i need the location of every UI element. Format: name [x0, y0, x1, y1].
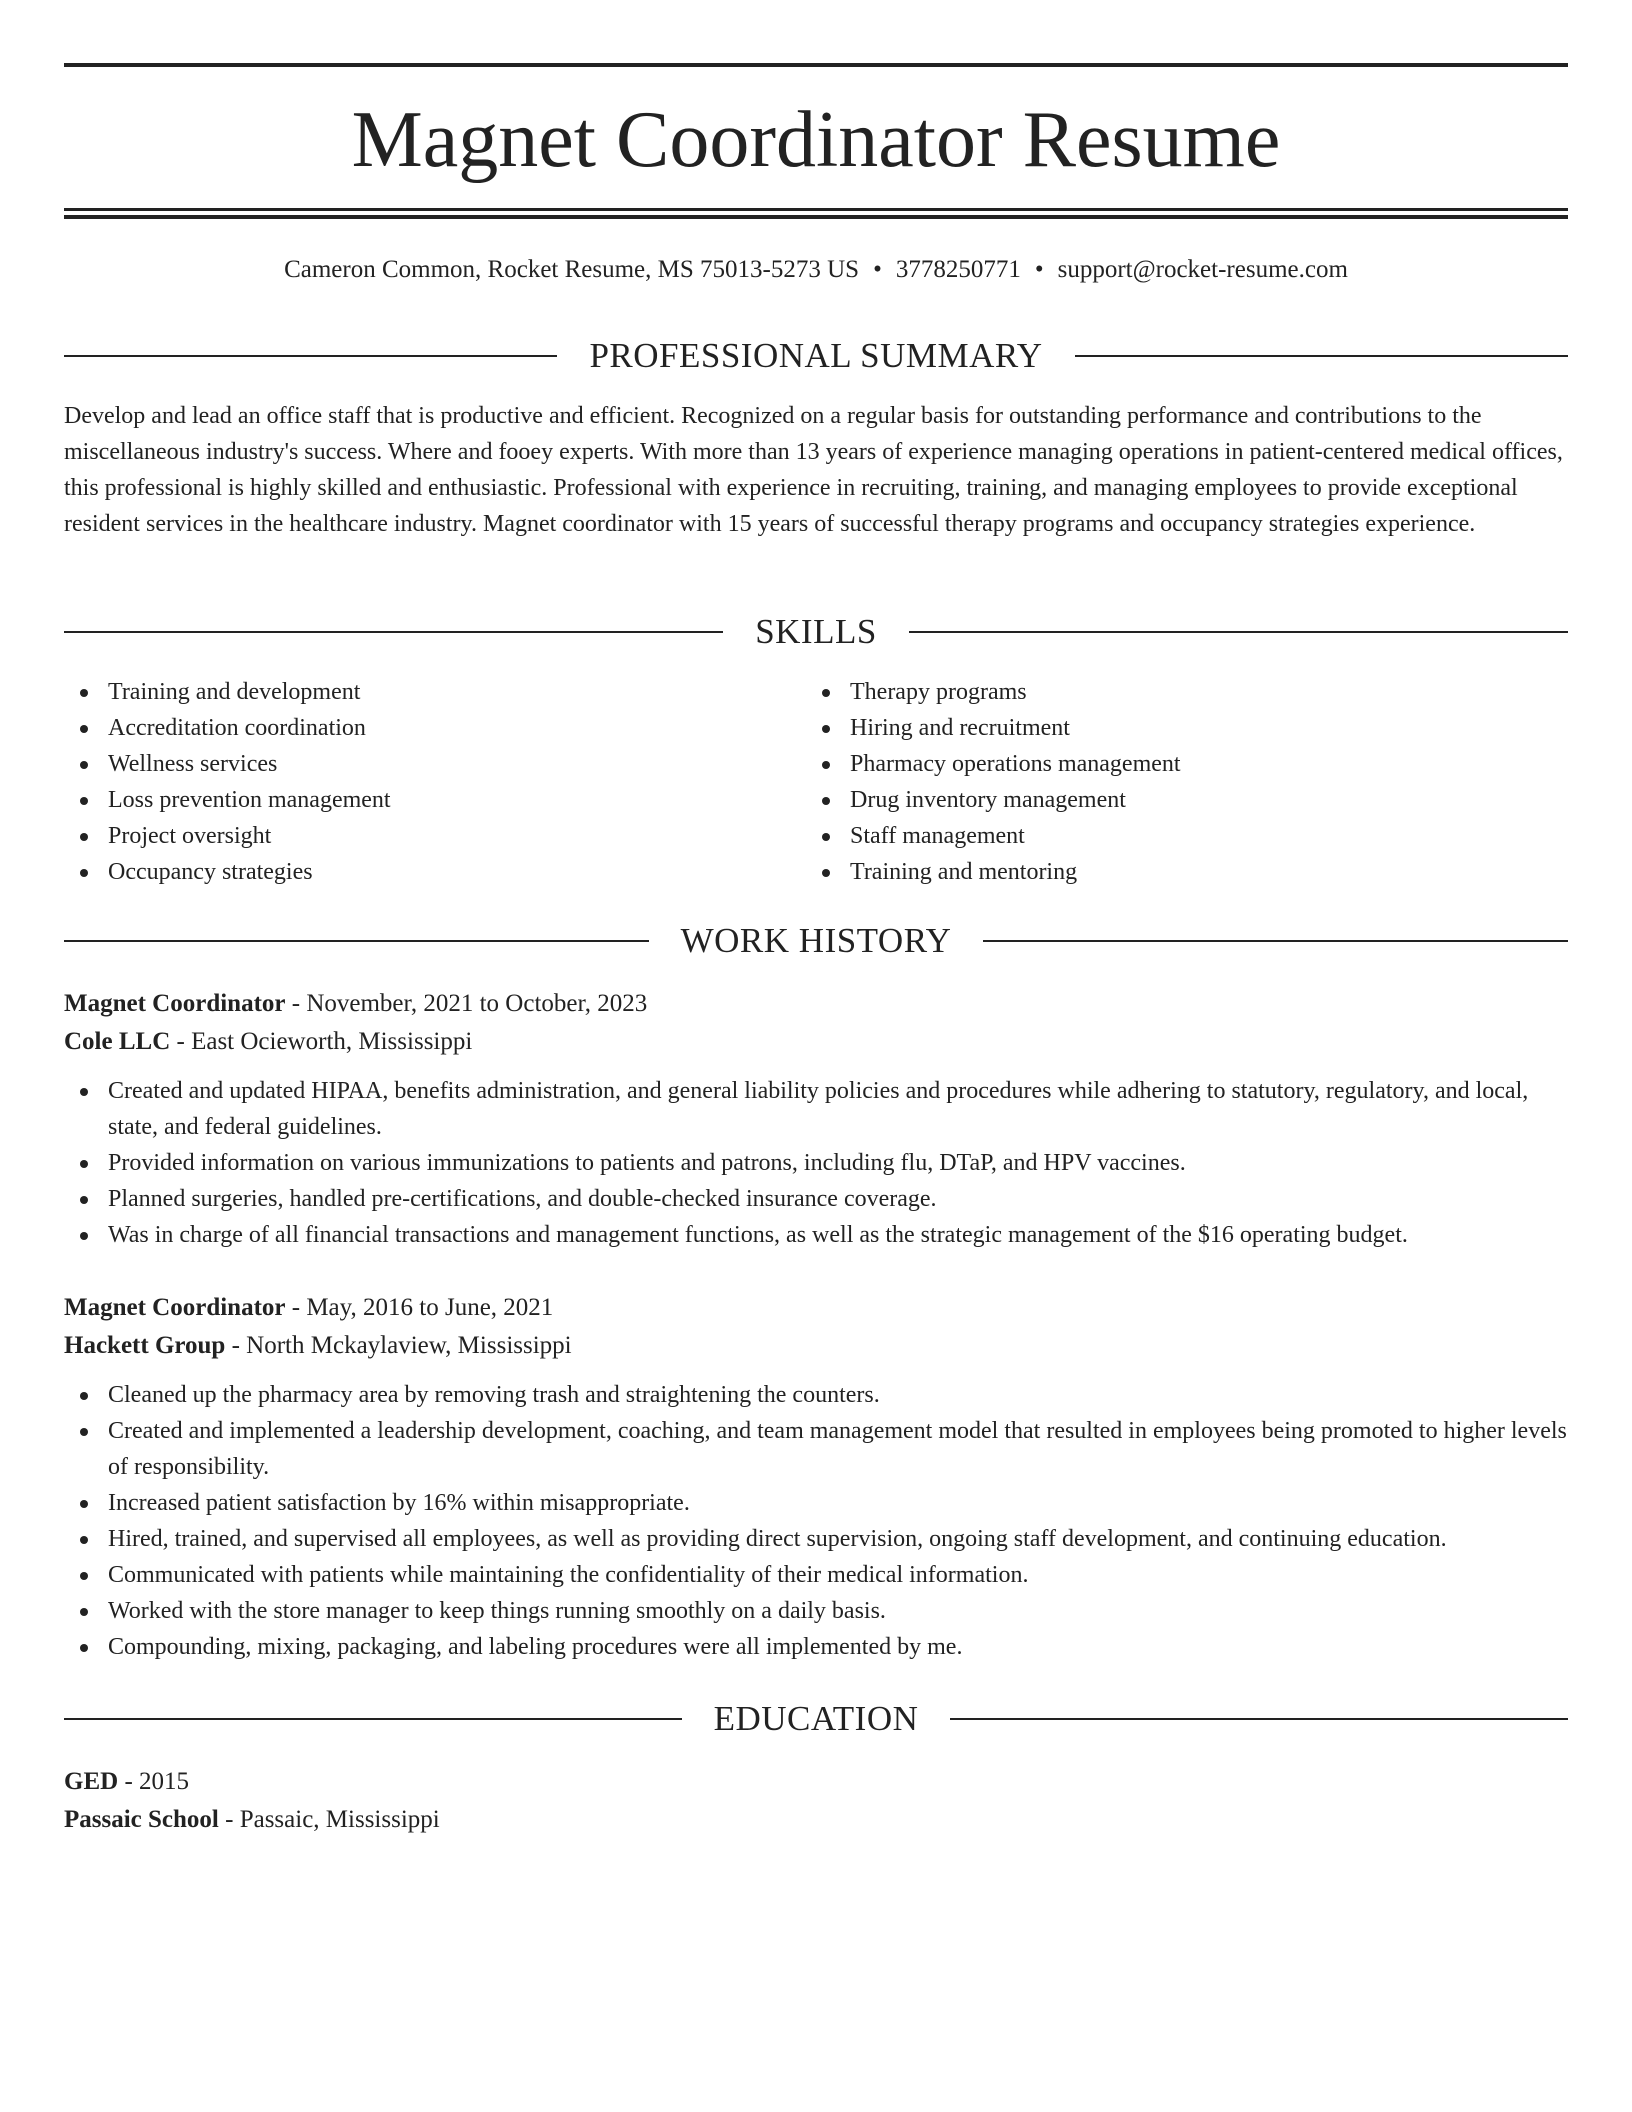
job-bullet: Communicated with patients while maintaining the confidentiality of their medical information. — [64, 1557, 1568, 1593]
job-dates: - November, 2021 to October, 2023 — [285, 990, 648, 1017]
skill-item: Drug inventory management — [806, 782, 1548, 818]
job-company: Cole LLC — [64, 1028, 171, 1055]
job-company: Hackett Group — [64, 1332, 226, 1359]
education-school-line — [64, 1801, 1568, 1839]
job-company-line — [64, 1327, 1568, 1365]
section-rule — [1075, 355, 1568, 357]
section-header-work — [64, 919, 1568, 963]
job-bullet: Compounding, mixing, packaging, and labeling procedures were all implemented by me. — [64, 1629, 1568, 1665]
job-bullet: Worked with the store manager to keep things running smoothly on a daily basis. — [64, 1593, 1568, 1629]
section-rule — [983, 940, 1568, 942]
section-rule — [64, 940, 649, 942]
title-rule-upper — [64, 208, 1568, 211]
skill-item: Therapy programs — [806, 674, 1548, 710]
skill-item: Training and development — [64, 674, 806, 710]
skill-item: Staff management — [806, 818, 1548, 854]
skill-item: Wellness services — [64, 746, 806, 782]
top-rule — [64, 63, 1568, 67]
education-location: - Passaic, Mississippi — [218, 1806, 440, 1833]
section-header-skills — [64, 610, 1568, 654]
contact-address: Cameron Common, Rocket Resume, MS 75013-5273 US — [284, 256, 860, 283]
section-rule — [909, 631, 1568, 633]
section-rule — [64, 631, 723, 633]
skill-item: Occupancy strategies — [64, 854, 806, 890]
section-title: PROFESSIONAL SUMMARY — [589, 336, 1043, 375]
skill-item: Accreditation coordination — [64, 710, 806, 746]
section-rule — [64, 355, 557, 357]
contact-separator: • — [873, 256, 882, 283]
education-entry — [64, 1763, 1568, 1839]
skills-column-right — [806, 674, 1548, 890]
job-bullet: Planned surgeries, handled pre-certifications, and double-checked insurance coverage. — [64, 1181, 1568, 1217]
skills-column-left — [64, 674, 806, 890]
skill-item: Pharmacy operations management — [806, 746, 1548, 782]
job-title: Magnet Coordinator — [64, 1294, 286, 1321]
section-header-summary — [64, 334, 1568, 378]
section-title: SKILLS — [755, 612, 877, 651]
section-title: WORK HISTORY — [680, 921, 952, 960]
job-entry — [64, 1289, 1568, 1665]
job-bullet: Was in charge of all financial transactions and management functions, as well as the strategic management of the $16 operating budget. — [64, 1217, 1568, 1253]
education-school: Passaic School — [64, 1806, 219, 1833]
job-location: - East Ocieworth, Mississippi — [170, 1028, 473, 1055]
job-entry — [64, 985, 1568, 1253]
summary-text: Develop and lead an office staff that is productive and efficient. Recognized on a regular basis for outstanding performance and contributions to the miscellaneous industry's success. Where and fooey experts. With more than 13 years of experience managing operations in patient-centered medical offices, this professional is highly skilled and enthusiastic. Professional with experience in recruiting, training, and managing employees to provide exceptional resident services in the healthcare industry. Magnet coordinator with 15 years of successful therapy programs and occupancy strategies experience. — [64, 403, 1563, 537]
job-bullet: Increased patient satisfaction by 16% within misappropriate. — [64, 1485, 1568, 1521]
skill-item: Training and mentoring — [806, 854, 1548, 890]
skill-item: Loss prevention management — [64, 782, 806, 818]
skills-grid — [64, 674, 1568, 890]
section-title: EDUCATION — [713, 1699, 919, 1738]
job-title: Magnet Coordinator — [64, 990, 286, 1017]
job-bullet: Created and updated HIPAA, benefits administration, and general liability policies and procedures while adhering to statutory, regulatory, and local, state, and federal guidelines. — [64, 1073, 1568, 1145]
title-rule-lower — [64, 215, 1568, 219]
job-title-line — [64, 1289, 1568, 1327]
job-bullet: Hired, trained, and supervised all employees, as well as providing direct supervision, ongoing staff development, and continuing education. — [64, 1521, 1568, 1557]
contact-email: support@rocket-resume.com — [1057, 256, 1348, 283]
contact-line — [64, 254, 1568, 286]
job-title-line — [64, 985, 1568, 1023]
job-company-line — [64, 1023, 1568, 1061]
section-rule — [64, 1718, 682, 1720]
job-bullets — [64, 1377, 1568, 1665]
job-bullet: Provided information on various immunizations to patients and patrons, including flu, DTaP, and HPV vaccines. — [64, 1145, 1568, 1181]
education-degree: GED — [64, 1768, 119, 1795]
education-year: - 2015 — [118, 1768, 190, 1795]
resume-title: Magnet Coordinator Resume — [351, 96, 1281, 184]
education-degree-line — [64, 1763, 1568, 1801]
job-dates: - May, 2016 to June, 2021 — [285, 1294, 554, 1321]
skill-item: Hiring and recruitment — [806, 710, 1548, 746]
section-header-education — [64, 1697, 1568, 1741]
contact-phone: 3778250771 — [895, 256, 1021, 283]
section-rule — [950, 1718, 1568, 1720]
contact-separator: • — [1034, 256, 1044, 283]
job-bullet: Cleaned up the pharmacy area by removing trash and straightening the counters. — [64, 1377, 1568, 1413]
job-bullets — [64, 1073, 1568, 1253]
job-location: - North Mckaylaview, Mississippi — [225, 1332, 572, 1359]
job-bullet: Created and implemented a leadership development, coaching, and team management model that resulted in employees being promoted to higher levels of responsibility. — [64, 1413, 1568, 1485]
skill-item: Project oversight — [64, 818, 806, 854]
